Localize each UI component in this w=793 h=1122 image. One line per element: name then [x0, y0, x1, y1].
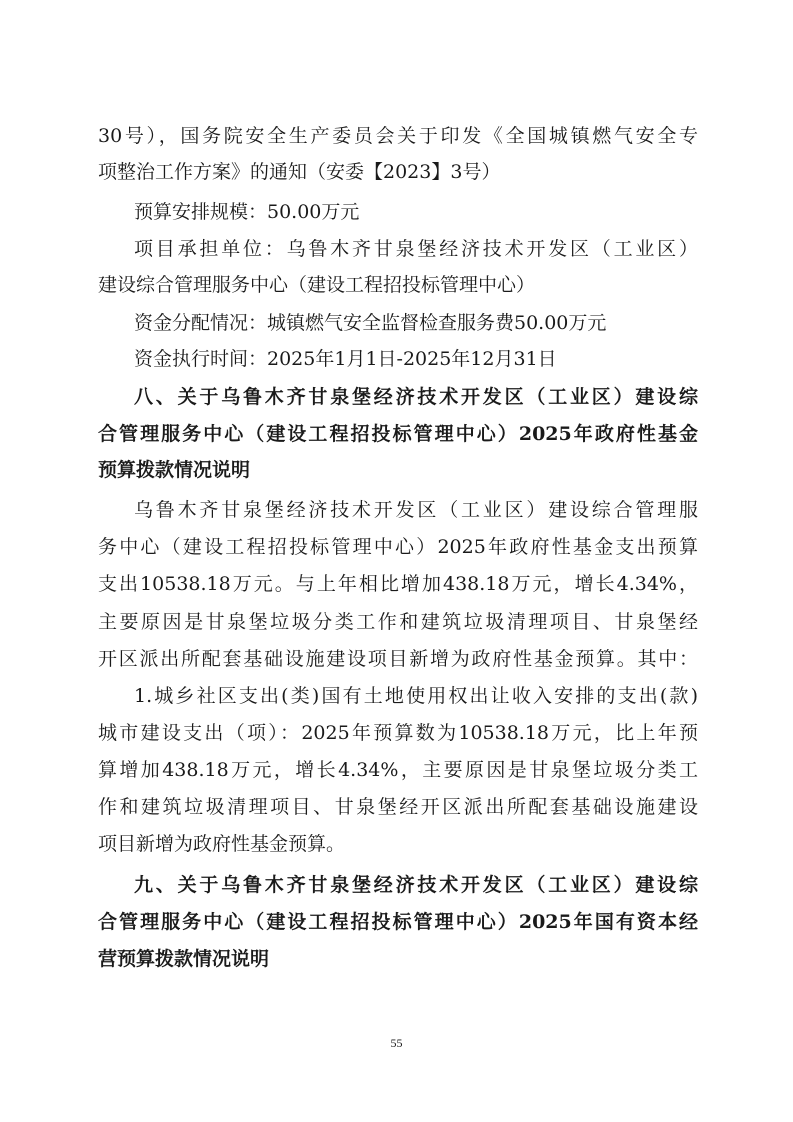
body-text-line: 预算安排规模：50.00万元 — [134, 201, 360, 223]
body-text-line: 城市建设支出（项）：2025年预算数为10538.18万元，比上年预 — [98, 722, 698, 744]
section-heading-line: 合管理服务中心（建设工程招投标管理中心）2025年国有资本经 — [98, 911, 698, 933]
body-text-line: 务中心（建设工程招投标管理中心）2025年政府性基金支出预算 — [98, 536, 698, 558]
body-text-line: 建设综合管理服务中心（建设工程招投标管理中心） — [98, 274, 536, 296]
body-text-line: 项整治工作方案》的通知（安委【2023】3号） — [98, 161, 501, 183]
body-text-line: 主要原因是甘泉堡垃圾分类工作和建筑垃圾清理项目、甘泉堡经 — [98, 611, 698, 633]
section-heading-line: 营预算拨款情况说明 — [98, 948, 270, 970]
section-heading-line: 九、关于乌鲁木齐甘泉堡经济技术开发区（工业区）建设综 — [134, 874, 698, 896]
page-number: 55 — [390, 1036, 403, 1050]
body-text-line: 开区派出所配套基础设施建设项目新增为政府性基金预算。其中： — [98, 648, 698, 670]
body-text-line: 乌鲁木齐甘泉堡经济技术开发区（工业区）建设综合管理服 — [134, 499, 698, 521]
body-text-line: 资金分配情况：城镇燃气安全监督检查服务费50.00万元 — [134, 312, 607, 334]
body-text-line: 算增加438.18万元，增长4.34%，主要原因是甘泉堡垃圾分类工 — [98, 759, 698, 781]
body-text-line: 支出10538.18万元。与上年相比增加438.18万元，增长4.34%， — [98, 573, 698, 595]
body-text-line: 项目承担单位：乌鲁木齐甘泉堡经济技术开发区（工业区） — [134, 238, 698, 260]
body-text-line: 作和建筑垃圾清理项目、甘泉堡经开区派出所配套基础设施建设 — [98, 796, 698, 818]
section-heading-line: 八、关于乌鲁木齐甘泉堡经济技术开发区（工业区）建设综 — [134, 386, 698, 408]
section-heading-line: 预算拨款情况说明 — [98, 459, 251, 481]
body-text-line: 项目新增为政府性基金预算。 — [98, 833, 346, 855]
body-text-line: 资金执行时间：2025年1月1日-2025年12月31日 — [134, 348, 557, 370]
body-text-line: 30号），国务院安全生产委员会关于印发《全国城镇燃气安全专 — [98, 125, 698, 147]
section-heading-line: 合管理服务中心（建设工程招投标管理中心）2025年政府性基金 — [98, 423, 698, 445]
body-text-line: 1.城乡社区支出(类)国有土地使用权出让收入安排的支出(款) — [134, 685, 698, 707]
